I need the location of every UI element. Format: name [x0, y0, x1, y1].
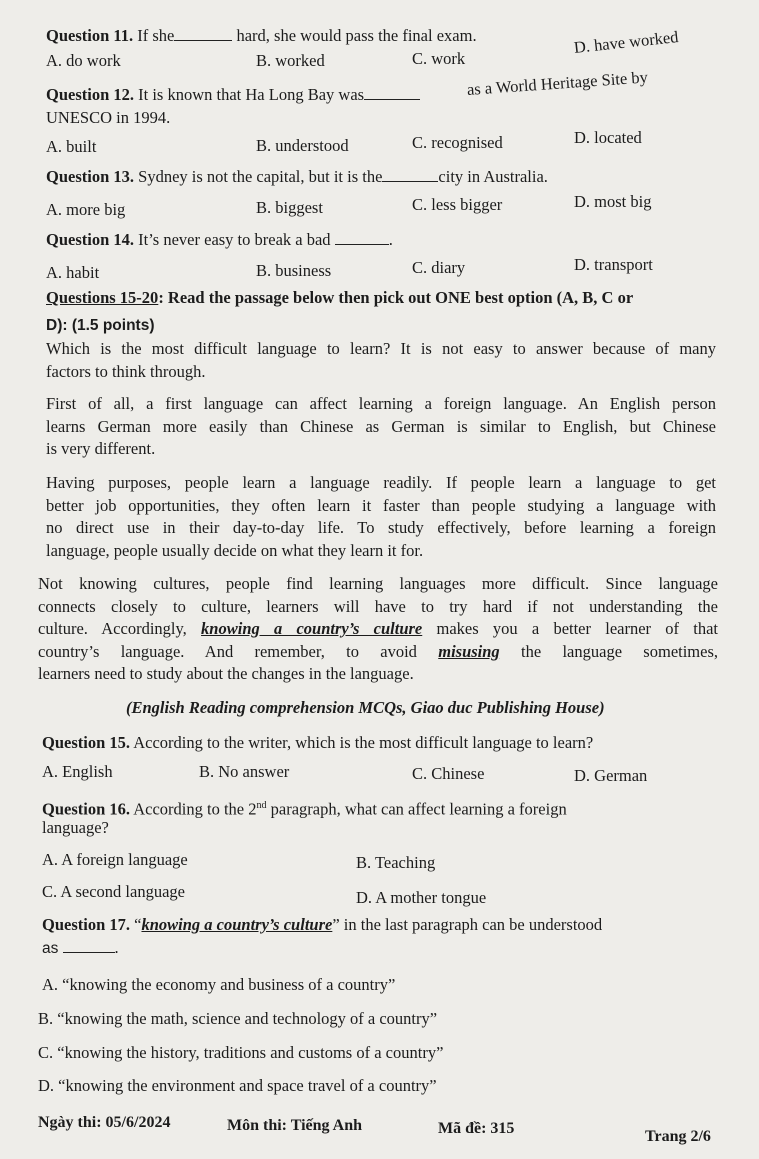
question-number: Question 13. [46, 167, 135, 186]
stem-text: city in Australia. [438, 167, 548, 186]
passage-line: First of all, a first language can affect learning a foreign language. An English person [46, 394, 716, 413]
stem-text: . [114, 938, 119, 957]
answer-blank [335, 230, 389, 245]
option-a: A. do work [46, 51, 121, 70]
question-number: Question 16. [42, 799, 131, 819]
stem-text: Sydney is not the capital, but it is the [138, 167, 383, 186]
question-number: Question 12. [46, 85, 135, 104]
stem-text: ” in the last paragraph can be understood [332, 915, 603, 934]
passage-line: connects closely to culture, learners will have to try hard if not understanding the [38, 596, 718, 616]
stem-text: “ [134, 915, 142, 934]
stem-text: UNESCO in 1994. [46, 108, 171, 127]
stem-text: It’s never easy to break a bad [138, 230, 331, 249]
passage-line: is very different. [46, 439, 156, 458]
answer-blank [382, 167, 438, 182]
option-c: C. “knowing the history, traditions and customs of a country” [38, 1043, 444, 1062]
exam-subject: Môn thi: Tiếng Anh [227, 1117, 363, 1134]
stem-text: According to the writer, which is the most difficult language to learn? [133, 733, 594, 752]
option-c: C. recognised [412, 133, 503, 152]
passage-paragraph-3 [46, 472, 716, 562]
option-a: A. habit [46, 263, 100, 282]
page-number: Trang 2/6 [645, 1128, 711, 1145]
option-a: A. A foreign language [42, 850, 188, 869]
option-b: B. understood [256, 136, 349, 155]
passage-line: learners need to study about the changes in the language. [38, 664, 414, 683]
highlighted-word: misusing [438, 641, 500, 661]
option-a: A. “knowing the economy and business of a country” [42, 975, 396, 994]
option-b: B. Teaching [356, 853, 436, 872]
passage-line: learns German more easily than Chinese as German is similar to English, but Chinese [46, 416, 716, 436]
stem-text: as a World Heritage Site by [466, 67, 649, 99]
option-d: D. transport [574, 255, 653, 274]
stem-text: It is known that Ha Long Bay was [138, 85, 365, 104]
highlighted-phrase: knowing a country’s culture [141, 915, 333, 934]
passage-text: culture. Accordingly, [38, 619, 187, 638]
option-b: B. worked [256, 51, 325, 70]
highlighted-phrase: knowing a country’s culture [201, 619, 423, 638]
option-c: C. Chinese [412, 764, 485, 783]
option-c: C. less bigger [412, 195, 503, 214]
option-d: D. most big [574, 192, 652, 211]
passage-line: language, people usually decide on what they learn it for. [46, 540, 424, 560]
stem-text: language? [42, 818, 109, 837]
exam-code: Mã đề: 315 [438, 1120, 515, 1137]
answer-blank [364, 85, 420, 100]
question-number: Question 14. [46, 230, 135, 249]
question-17-stem-cont [42, 938, 119, 959]
passage-paragraph-4 [38, 573, 718, 686]
option-b: B. biggest [256, 198, 323, 217]
passage-line: Having purposes, people learn a language readily. If people learn a language to get [46, 473, 716, 492]
section-range: Questions 15-20 [46, 288, 159, 307]
question-11-stem [46, 26, 477, 46]
passage-paragraph-1 [46, 338, 716, 383]
stem-text: If she [137, 26, 175, 45]
passage-text: makes you a better learner of that [436, 619, 719, 638]
option-b: B. “knowing the math, science and technology of a country” [38, 1009, 438, 1028]
option-d: D. have worked [572, 27, 680, 57]
option-d: D. German [574, 766, 648, 785]
option-c: C. work [412, 49, 466, 68]
question-14-stem [46, 230, 393, 250]
passage-line: Not knowing cultures, people find learning languages more difficult. Since language [38, 574, 718, 593]
option-d: D. A mother tongue [356, 888, 487, 907]
stem-text: . [388, 230, 393, 249]
option-a: A. built [46, 137, 97, 156]
passage-text: country’s language. And remember, to avoid [38, 641, 417, 661]
question-12-stem [46, 85, 420, 105]
ordinal-suffix: nd [256, 800, 267, 811]
option-c: C. diary [412, 258, 466, 277]
passage-line [38, 618, 718, 641]
question-15-stem [42, 733, 593, 753]
question-number: Question 11. [46, 26, 134, 45]
option-d: D. located [574, 128, 642, 147]
passage-text: the language sometimes, [521, 641, 719, 661]
passage-line [38, 641, 718, 664]
passage-line: factors to think through. [46, 361, 206, 381]
option-b: B. No answer [199, 762, 290, 781]
option-d: D. “knowing the environment and space travel of a country” [38, 1076, 437, 1095]
question-13-stem [46, 167, 548, 187]
passage-line: Which is the most difficult language to learn? It is not easy to answer because of many [46, 339, 716, 358]
passage-paragraph-2 [46, 393, 716, 461]
stem-text: paragraph, what can affect learning a foreign [270, 799, 567, 819]
exam-date: Ngày thi: 05/6/2024 [38, 1114, 171, 1131]
passage-line: better job opportunities, they often learn it faster than people studying a language with [46, 495, 716, 515]
passage-source: (English Reading comprehension MCQs, Giao duc Publishing House) [126, 698, 605, 717]
option-c: C. A second language [42, 882, 185, 901]
section-points: D): (1.5 points) [46, 317, 155, 334]
stem-text: According to the 2 [133, 799, 257, 819]
answer-blank [63, 938, 115, 953]
question-17-stem [42, 915, 602, 935]
question-16-stem [42, 796, 567, 820]
answer-blank [174, 26, 232, 41]
question-number: Question 17. [42, 915, 131, 934]
option-a: A. English [42, 762, 113, 781]
passage-line: no direct use in their day-to-day life. To study effectively, before learning a foreign [46, 518, 716, 537]
stem-text: as [42, 940, 59, 957]
stem-text: hard, she would pass the final exam. [236, 26, 477, 45]
question-number: Question 15. [42, 733, 131, 752]
option-a: A. more big [46, 200, 126, 219]
option-b: B. business [256, 261, 332, 280]
section-heading [46, 288, 633, 308]
section-instruction: : Read the passage below then pick out ONE best option (A, B, C or [158, 288, 634, 307]
